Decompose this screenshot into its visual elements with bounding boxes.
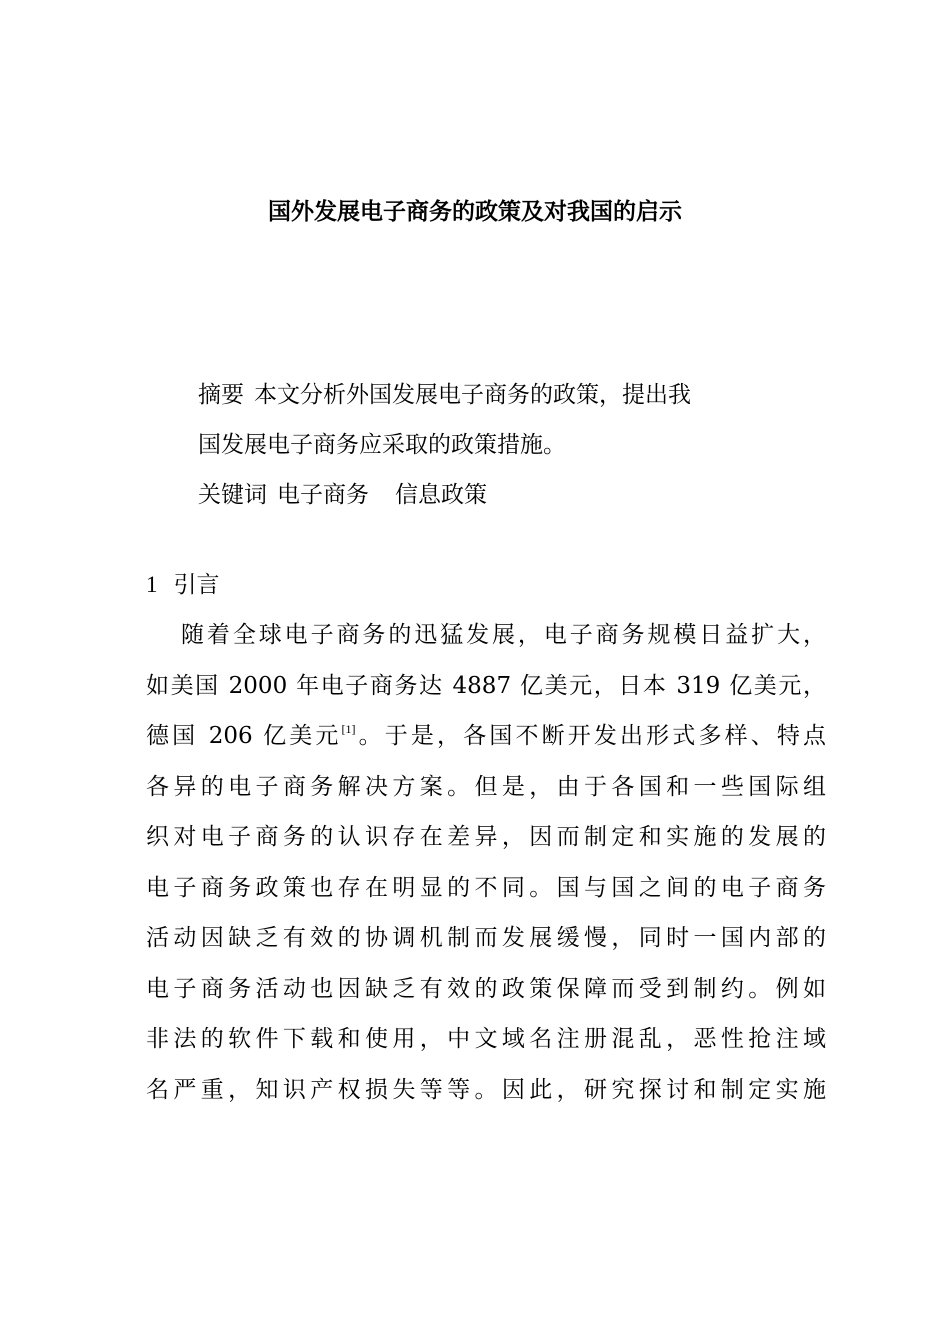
paragraph-line-with-citation xyxy=(146,711,826,762)
paragraph-line: 电子商务政策也存在明显的不同。国与国之间的电子商务 xyxy=(146,874,826,901)
paragraph-line: 随着全球电子商务的迅猛发展，电子商务规模日益扩大， xyxy=(181,622,826,648)
keywords-line xyxy=(198,470,778,520)
paragraph-line: 电子商务活动也因缺乏有效的政策保障而受到制约。例如 xyxy=(146,975,826,1002)
abstract-label: 摘要 xyxy=(198,382,244,408)
section-title: 引言 xyxy=(173,572,220,598)
paragraph-line-part: 。于是，各国不断开发出形式多样、特点 xyxy=(355,723,826,749)
abstract-block xyxy=(198,370,778,520)
paragraph-line: 名严重，知识产权损失等等。因此，研究探讨和制定实施 xyxy=(146,1076,826,1103)
paragraph-line-part: 德国 206 亿美元 xyxy=(146,723,342,749)
paragraph-line: 各异的电子商务解决方案。但是，由于各国和一些国际组 xyxy=(146,773,826,800)
paragraph-line: 如美国 2000 年电子商务达 4887 亿美元，日本 319 亿美元， xyxy=(146,672,826,699)
keyword-2: 信息政策 xyxy=(395,482,487,508)
keyword-1: 电子商务 xyxy=(277,482,369,508)
document-title: 国外发展电子商务的政策及对我国的启示 xyxy=(268,199,682,225)
abstract-line-1 xyxy=(198,370,778,420)
keywords-label: 关键词 xyxy=(198,482,267,508)
abstract-text-1: 本文分析外国发展电子商务的政策，提出我 xyxy=(254,382,691,408)
section-heading xyxy=(146,563,220,607)
abstract-line-2: 国发展电子商务应采取的政策措施。 xyxy=(198,432,566,458)
paragraph-line: 织对电子商务的认识存在差异，因而制定和实施的发展的 xyxy=(146,824,826,850)
paragraph-line: 活动因缺乏有效的协调机制而发展缓慢，同时一国内部的 xyxy=(146,925,826,951)
section-number: 1 xyxy=(146,572,158,597)
body-paragraph xyxy=(146,610,826,1115)
paragraph-line: 非法的软件下载和使用，中文域名注册混乱，恶性抢注域 xyxy=(146,1026,826,1052)
citation-ref[interactable]: [1] xyxy=(341,722,356,736)
